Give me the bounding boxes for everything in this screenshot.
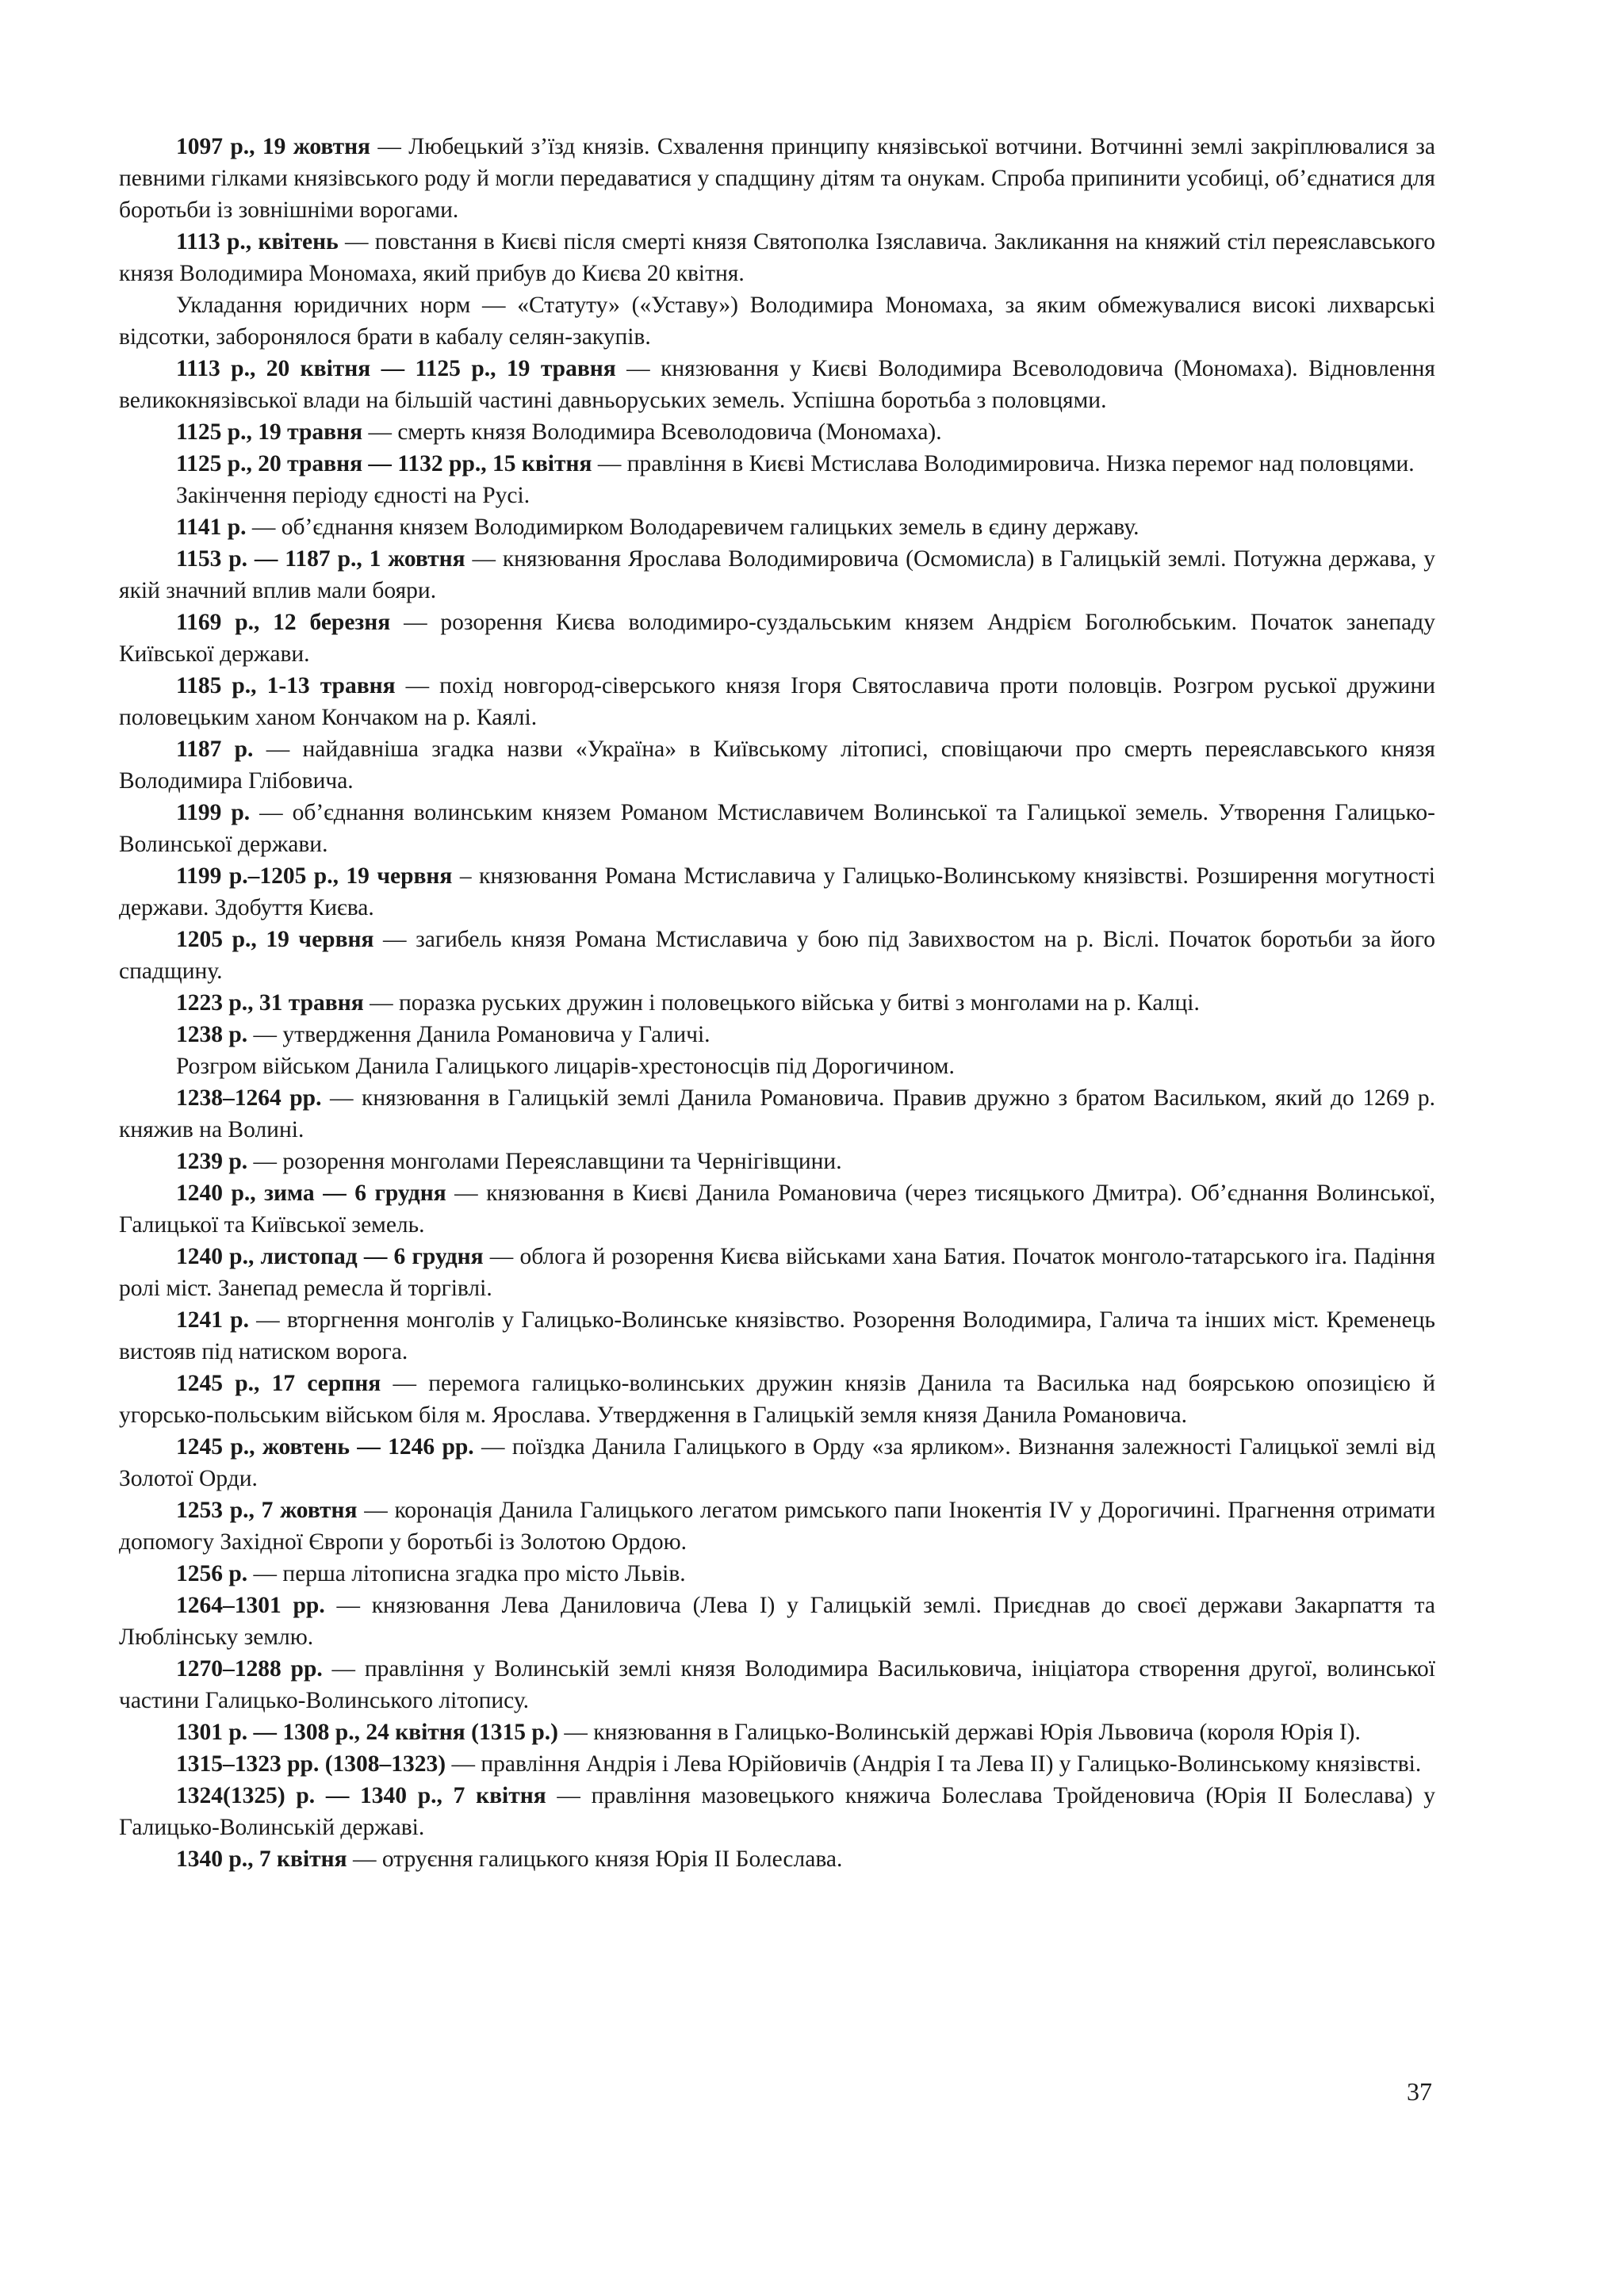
entry-text: Укладання юридичних норм — «Статуту» («Уставу») Володимира Мономаха, за яким обмежувалися високі лихварські відсотки, заборонялося брати в кабалу селян-закупів. (119, 293, 1435, 350)
entry-text: — князювання в Києві Данила Романовича (через тисяцького Дмитра). Об’єднання Волинської, Галицької та Київської земель. (119, 1181, 1435, 1238)
entry-date: 1113 р., 20 квітня — 1125 р., 19 травня (176, 356, 616, 381)
chronology-entry (119, 1494, 1435, 1558)
entry-date: 1238–1264 рр. (176, 1085, 322, 1111)
entry-date: 1245 р., жовтень — 1246 рр. (176, 1434, 474, 1460)
chronology-entry (119, 1843, 1435, 1875)
entry-text: — перемога галицько-волинських дружин князів Данила та Василька над боярською опозицією й угорсько-польським військом біля м. Ярослава. Утвердження в Галицькій земля князя Данила Романовича. (119, 1371, 1435, 1428)
entry-text: — князювання Лева Даниловича (Лева I) у Галицькій землі. Приєднав до своєї держави Закарпаття та Люблінську землю. (119, 1593, 1435, 1650)
chronology-entry (119, 511, 1435, 543)
entry-date: 1223 р., 31 травня (176, 990, 364, 1016)
chronology-entry (119, 543, 1435, 607)
chronology-entry (119, 1780, 1435, 1843)
entry-text: — отруєння галицького князя Юрія II Болеслава. (347, 1846, 843, 1872)
chronology-entry (119, 1177, 1435, 1241)
entry-date: 1239 р. (176, 1149, 248, 1174)
entry-date: 1185 р., 1-13 травня (176, 673, 396, 698)
entry-date: 1187 р. (176, 737, 254, 762)
chronology-entry (119, 987, 1435, 1019)
chronology-entry (119, 1558, 1435, 1590)
entry-date: 1324(1325) р. — 1340 р., 7 квітня (176, 1783, 546, 1808)
entry-text: — повстання в Києві після смерті князя Святополка Ізяславича. Закликання на княжий стіл переяславського князя Володимира Мономаха, який прибув до Києва 20 квітня. (119, 229, 1435, 286)
chronology-entry (119, 480, 1435, 511)
entry-text: — князювання в Галицькій землі Данила Романовича. Правив дружно з братом Васильком, який до 1269 р. княжив на Волині. (119, 1085, 1435, 1142)
chronology-entry (119, 1082, 1435, 1146)
entry-date: 1240 р., зима — 6 грудня (176, 1181, 446, 1206)
entry-date: 1169 р., 12 березня (176, 610, 391, 635)
entry-date: 1097 р., 19 жовтня (176, 134, 371, 159)
entry-text: — Любецький з’їзд князів. Схвалення принципу князівської вотчини. Вотчинні землі закріплювалися за певними гілками князівського роду й могли передаватися у спадщину дітям та онукам. Спроба припинити усобиці, об’єднатися для боротьби із зовнішніми ворогами. (119, 134, 1435, 223)
entry-date: 1240 р., листопад — 6 грудня (176, 1244, 484, 1269)
entry-date: 1125 р., 20 травня — 1132 рр., 15 квітня (176, 451, 592, 476)
entry-date: 1340 р., 7 квітня (176, 1846, 347, 1872)
chronology-entry (119, 860, 1435, 924)
chronology-entry (119, 1050, 1435, 1082)
entry-text: — найдавніша згадка назви «Україна» в Київському літописі, сповіщаючи про смерть переяславського князя Володимира Глібовича. (119, 737, 1435, 794)
entry-date: 1241 р. (176, 1307, 249, 1333)
entry-text: — правління мазовецького княжича Болеслава Тройденовича (Юрія II Болеслава) у Галицько-Волинській державі. (119, 1783, 1435, 1840)
chronology-entry (119, 1431, 1435, 1494)
chronology-entry (119, 226, 1435, 289)
entry-date: 1199 р. (176, 800, 251, 825)
entry-text: — князювання Ярослава Володимировича (Осмомисла) в Галицькій землі. Потужна держава, у якій значний вплив мали бояри. (119, 546, 1436, 603)
chronology-text (119, 131, 1435, 1875)
entry-date: 1264–1301 рр. (176, 1593, 325, 1618)
chronology-entry (119, 1019, 1435, 1050)
entry-text: — поїздка Данила Галицького в Орду «за ярликом». Визнання залежності Галицької землі від Золотої Орди. (119, 1434, 1435, 1491)
entry-date: 1301 р. — 1308 р., 24 квітня (1315 р.) (176, 1720, 558, 1745)
entry-date: 1141 р. (176, 515, 247, 540)
chronology-entry (119, 289, 1435, 353)
entry-date: 1253 р., 7 жовтня (176, 1498, 358, 1523)
entry-text: Розгром військом Данила Галицького лицарів-хрестоносців під Дорогичином. (176, 1054, 955, 1079)
chronology-entry (119, 733, 1435, 797)
entry-text: — коронація Данила Галицького легатом римського папи Інокентія IV у Дорогичині. Прагнення отримати допомогу Західної Європи у боротьбі із Золотою Ордою. (119, 1498, 1435, 1555)
chronology-entry (119, 670, 1435, 733)
entry-date: 1245 р., 17 серпня (176, 1371, 381, 1396)
chronology-entry (119, 131, 1435, 226)
entry-text: Закінчення періоду єдності на Русі. (176, 483, 530, 508)
entry-text: — вторгнення монголів у Галицько-Волинське князівство. Розорення Володимира, Галича та інших міст. Кременець вистояв під натиском ворога. (119, 1307, 1435, 1364)
entry-text: — смерть князя Володимира Всеволодовича (Мономаха). (362, 419, 942, 445)
entry-text: — розорення Києва володимиро-суздальським князем Андрієм Боголюбським. Початок занепаду Київської держави. (119, 610, 1435, 667)
chronology-entry (119, 416, 1435, 448)
chronology-entry (119, 924, 1435, 987)
chronology-entry (119, 1716, 1435, 1748)
chronology-entry (119, 1748, 1435, 1780)
entry-date: 1205 р., 19 червня (176, 927, 374, 952)
chronology-entry (119, 1304, 1435, 1368)
entry-date: 1270–1288 рр. (176, 1656, 323, 1682)
entry-text: — утвердження Данила Романовича у Галичі. (247, 1022, 710, 1047)
chronology-entry (119, 1368, 1435, 1431)
entry-text: — розорення монголами Переяславщини та Чернігівщини. (247, 1149, 842, 1174)
entry-text: — перша літописна згадка про місто Львів. (247, 1561, 686, 1586)
entry-date: 1256 р. (176, 1561, 248, 1586)
entry-text: – князювання Романа Мстиславича у Галицько-Волинському князівстві. Розширення могутності держави. Здобуття Києва. (119, 863, 1435, 920)
entry-text: — князювання у Києві Володимира Всеволодовича (Мономаха). Відновлення великокнязівської влади на більшій частині давньоруських земель. Успішна боротьба з половцями. (119, 356, 1435, 413)
entry-date: 1315–1323 рр. (1308–1323) (176, 1751, 446, 1777)
entry-text: — правління Андрія і Лева Юрійовичів (Андрія I та Лева II) у Галицько-Волинському князівстві. (446, 1751, 1422, 1777)
entry-date: 1125 р., 19 травня (176, 419, 363, 445)
entry-text: — облога й розорення Києва військами хана Батия. Початок монголо-татарського іга. Падіння ролі міст. Занепад ремесла й торгівлі. (119, 1244, 1435, 1301)
chronology-entry (119, 1590, 1435, 1653)
entry-text: — князювання в Галицько-Волинській державі Юрія Львовича (короля Юрія I). (557, 1720, 1361, 1745)
chronology-entry (119, 607, 1435, 670)
entry-date: 1238 р. (176, 1022, 248, 1047)
entry-text: — поразка руських дружин і половецького війська у битві з монголами на р. Калці. (363, 990, 1200, 1016)
entry-text: — загибель князя Романа Мстиславича у бою під Завихвостом на р. Віслі. Початок боротьби за його спадщину. (119, 927, 1435, 984)
entry-date: 1199 р.–1205 р., 19 червня (176, 863, 453, 889)
chronology-entry (119, 448, 1435, 480)
entry-text: — похід новгород-сіверського князя Ігоря Святославича проти половців. Розгром руської дружини половецьким ханом Кончаком на р. Каялі. (119, 673, 1435, 730)
chronology-entry (119, 1653, 1435, 1716)
entry-text: — об’єднання волинським князем Романом Мстиславичем Волинської та Галицької земель. Утворення Галицько-Волинської держави. (119, 800, 1435, 857)
entry-date: 1113 р., квітень (176, 229, 339, 254)
entry-text: — правління в Києві Мстислава Володимировича. Низка перемог над половцями. (592, 451, 1415, 476)
entry-date: 1153 р. — 1187 р., 1 жовтня (176, 546, 465, 572)
entry-text: — правління у Волинській землі князя Володимира Васильковича, ініціатора створення другої, волинської частини Галицько-Волинського літопису. (119, 1656, 1435, 1713)
chronology-entry (119, 797, 1435, 860)
chronology-entry (119, 1146, 1435, 1177)
chronology-entry (119, 1241, 1435, 1304)
entry-text: — об’єднання князем Володимирком Володаревичем галицьких земель в єдину державу. (246, 515, 1139, 540)
page-number: 37 (1407, 2077, 1432, 2106)
chronology-entry (119, 353, 1435, 416)
